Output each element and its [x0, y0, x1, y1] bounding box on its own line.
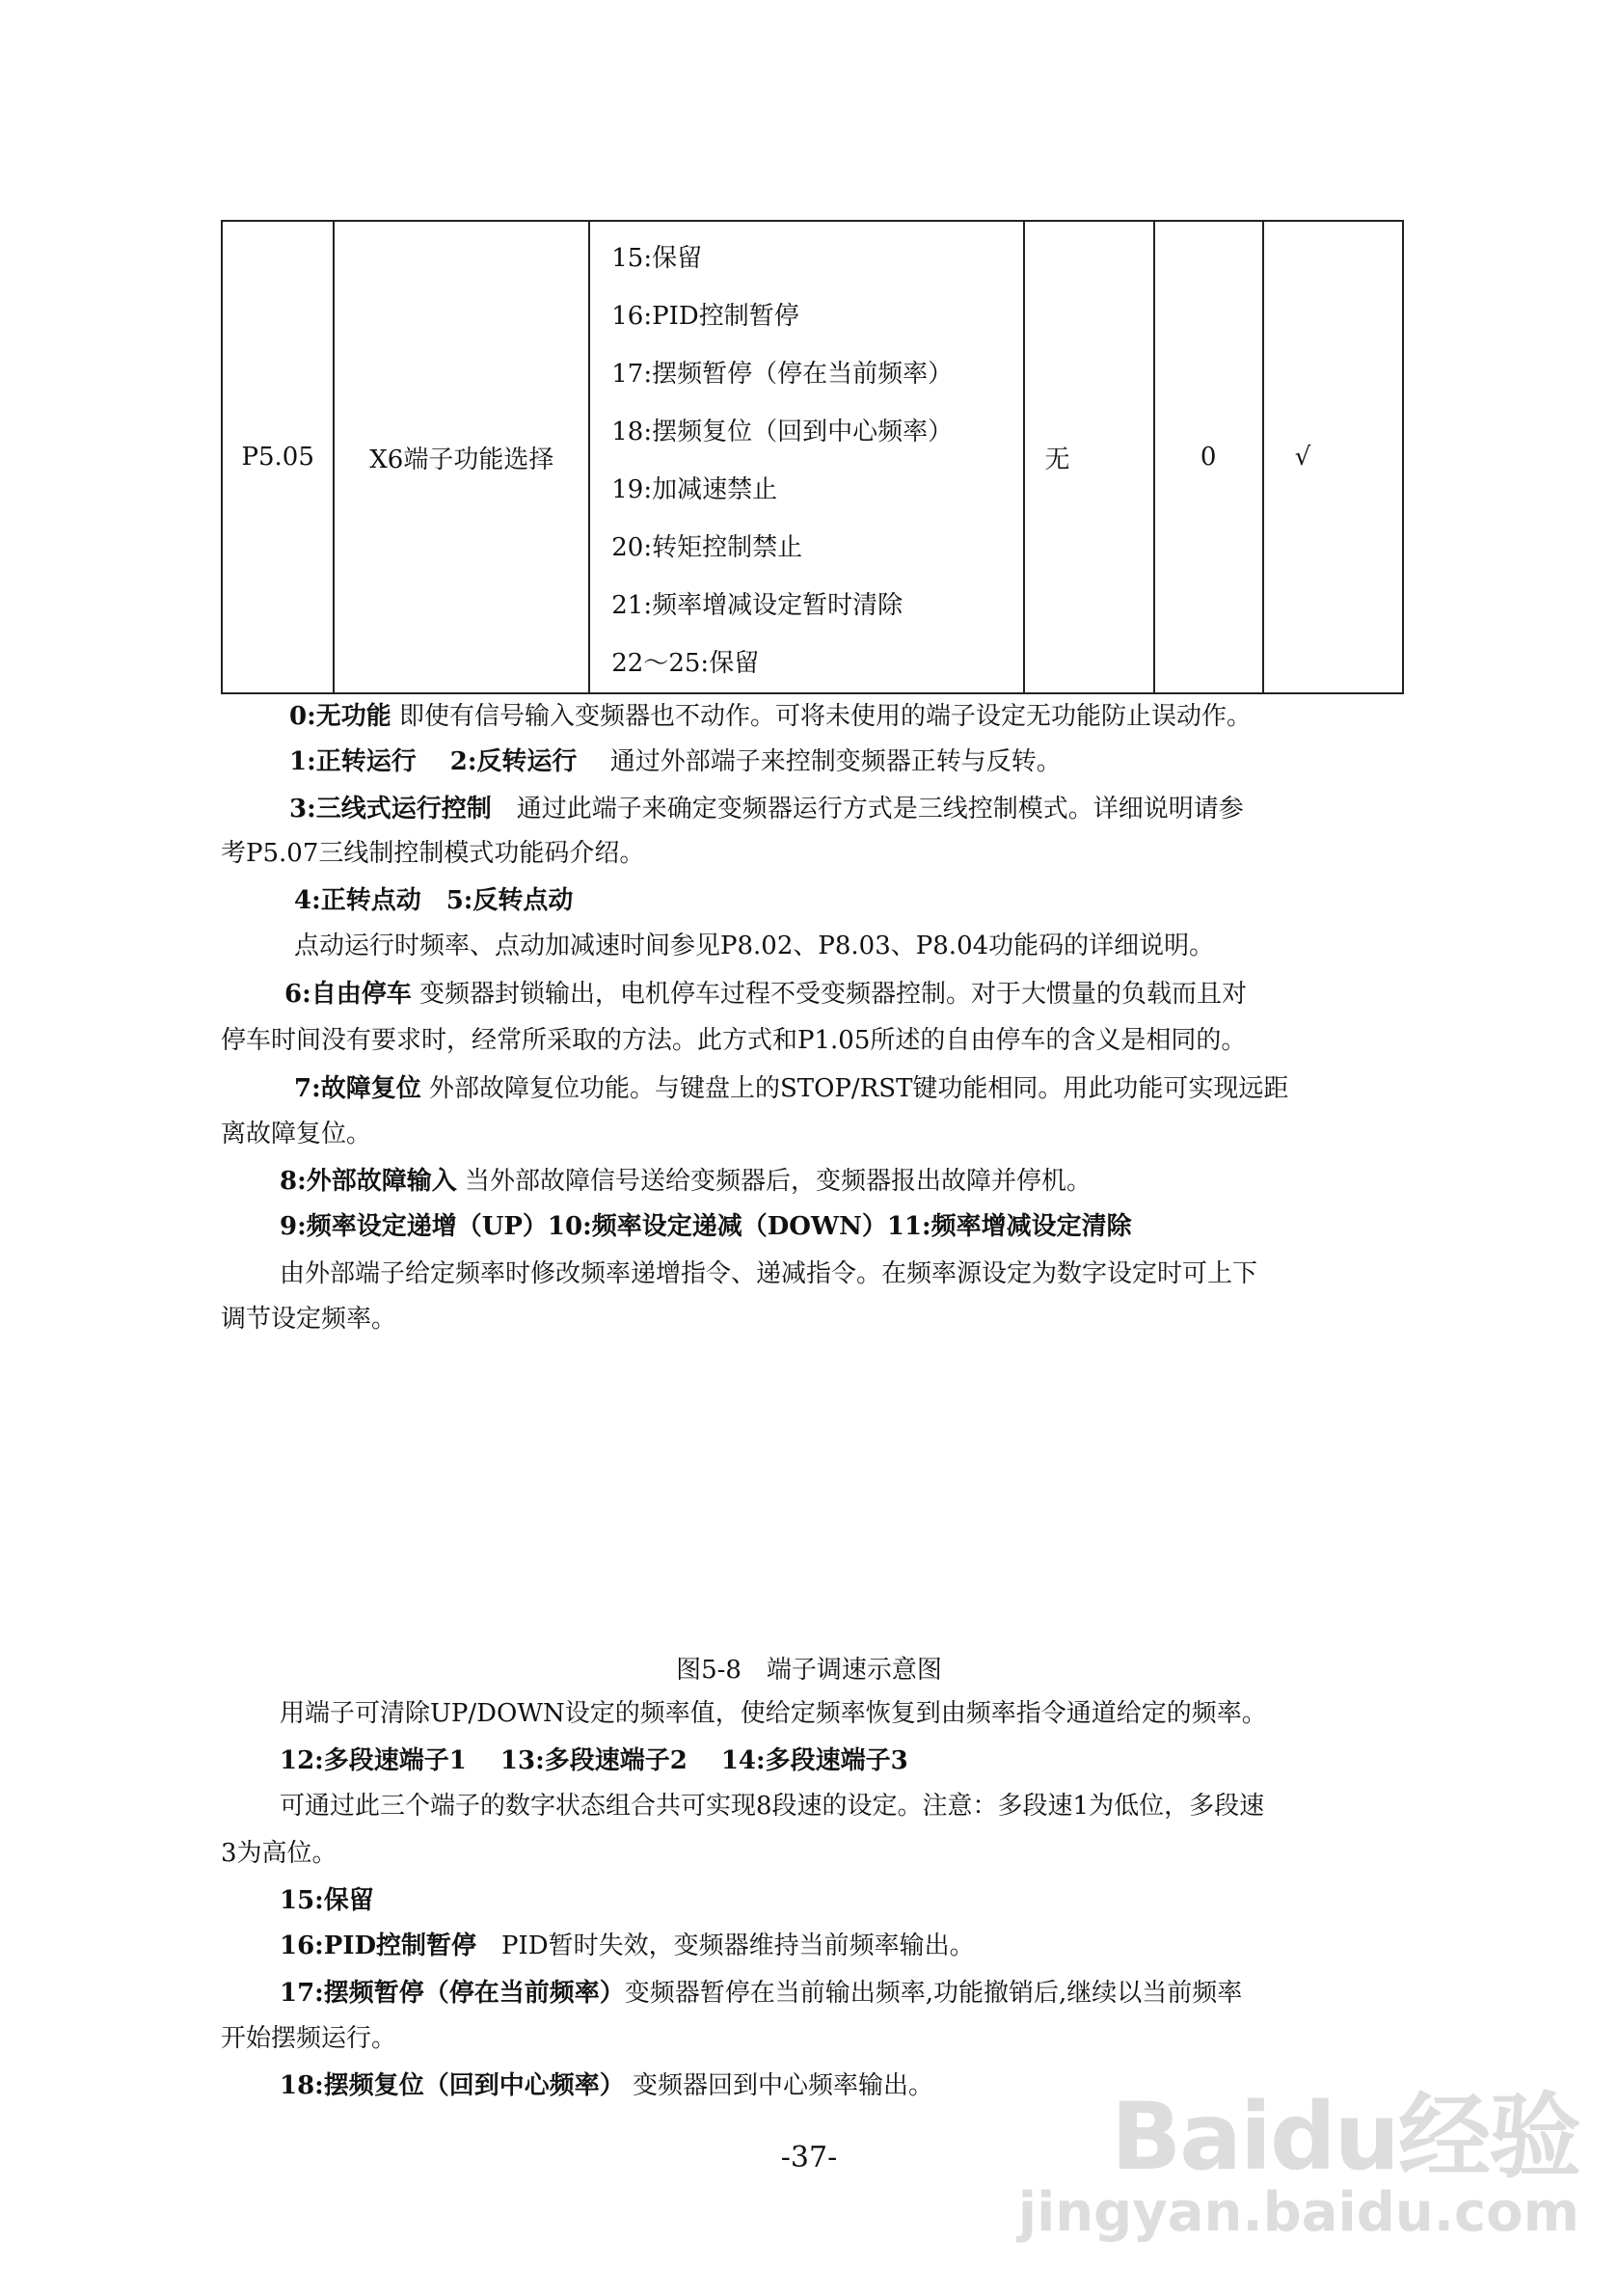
text-line — [221, 837, 644, 870]
text-line — [221, 1118, 371, 1150]
bold-term: 0:无功能 — [289, 702, 391, 731]
parameter-table — [221, 220, 1404, 694]
bold-term: 12:多段速端子1 13:多段速端子2 14:多段速端子3 — [280, 1746, 908, 1775]
option: 18:摆频复位（回到中心频率） — [611, 418, 954, 446]
bold-term: 7:故障复位 — [294, 1074, 421, 1103]
line-text: 变频器封锁输出，电机停车过程不受变频器控制。对于大惯量的负载而且对 — [411, 980, 1247, 1009]
text-line — [221, 1024, 1246, 1057]
bold-term: 8:外部故障输入 — [280, 1167, 457, 1196]
text-line — [289, 745, 1062, 778]
text-line — [280, 1977, 1242, 2010]
param-default: 0 — [1154, 221, 1263, 693]
line-text: 调节设定频率。 — [221, 1305, 397, 1334]
line-text: 变频器暂停在当前输出频率,功能撤销后,继续以当前频率 — [624, 1979, 1243, 2008]
text-line — [289, 793, 1244, 825]
param-name: X6端子功能选择 — [334, 221, 589, 693]
line-text: 考P5.07三线制控制模式功能码介绍。 — [221, 839, 645, 868]
text-line — [280, 1930, 975, 1962]
bold-term: 18:摆频复位（回到中心频率） — [280, 2071, 625, 2100]
bold-term: 6:自由停车 — [284, 980, 412, 1009]
text-line — [280, 2069, 933, 2102]
line-text: PID暂时失效，变频器维持当前频率输出。 — [476, 1931, 975, 1960]
text-line — [280, 1744, 908, 1777]
option: 19:加减速禁止 — [611, 475, 778, 504]
bold-term: 15:保留 — [280, 1886, 374, 1915]
bold-term: 4:正转点动 5:反转点动 — [294, 886, 574, 915]
line-text: 通过此端子来确定变频器运行方式是三线控制模式。详细说明请参 — [491, 795, 1244, 824]
text-line — [289, 700, 1252, 733]
text-line — [221, 1303, 396, 1336]
option: 20:转矩控制禁止 — [611, 533, 803, 562]
line-text: 可通过此三个端子的数字状态组合共可实现8段速的设定。注意：多段速1为低位，多段速 — [280, 1792, 1265, 1821]
line-text: 点动运行时频率、点动加减速时间参见P8.02、P8.03、P8.04功能码的详细说明。 — [294, 932, 1215, 960]
bold-term: 16:PID控制暂停 — [280, 1931, 477, 1960]
text-line — [284, 978, 1247, 1011]
line-text: 3为高位。 — [221, 1839, 337, 1868]
text-line — [294, 1072, 1288, 1105]
figure-caption: 图5-8 端子调速示意图 — [676, 1656, 942, 1685]
page-number: -37- — [780, 2141, 838, 2174]
text-line — [280, 1210, 1132, 1243]
bold-term: 3:三线式运行控制 — [289, 795, 492, 824]
text-line — [280, 1884, 374, 1917]
option: 15:保留 — [611, 244, 703, 273]
bold-term: 17:摆频暂停（停在当前频率） — [280, 1979, 625, 2008]
line-text: 即使有信号输入变频器也不动作。可将未使用的端子设定无功能防止误动作。 — [391, 702, 1252, 731]
text-line — [280, 1165, 1092, 1198]
text-line — [221, 2022, 396, 2055]
text-line — [280, 1790, 1264, 1823]
line-text: 通过外部端子来控制变频器正转与反转。 — [577, 747, 1062, 776]
option: 16:PID控制暂停 — [611, 302, 799, 331]
line-text: 开始摆频运行。 — [221, 2024, 397, 2053]
line-text: 由外部端子给定频率时修改频率递增指令、递减指令。在频率源设定为数字设定时可上下 — [280, 1259, 1258, 1288]
line-text: 停车时间没有要求时，经常所采取的方法。此方式和P1.05所述的自由停车的含义是相同的。 — [221, 1026, 1247, 1055]
bold-term: 1:正转运行 2:反转运行 — [289, 747, 578, 776]
param-options — [589, 221, 1024, 693]
line-text: 当外部故障信号送给变频器后，变频器报出故障并停机。 — [456, 1167, 1092, 1196]
bold-term: 9:频率设定递增（UP）10:频率设定递减（DOWN）11:频率增减设定清除 — [280, 1212, 1132, 1241]
param-code: P5.05 — [222, 221, 334, 693]
option: 22～25:保留 — [611, 649, 760, 678]
baidu-watermark-logo: Baidu经验 — [1111, 2083, 1579, 2191]
text-line — [280, 1257, 1257, 1290]
text-line — [294, 930, 1214, 962]
option: 17:摆频暂停（停在当前频率） — [611, 360, 954, 389]
text-line — [280, 1697, 1267, 1730]
line-text: 外部故障复位功能。与键盘上的STOP/RST键功能相同。用此功能可实现远距 — [420, 1074, 1289, 1103]
param-modifiable: √ — [1263, 221, 1403, 693]
option: 21:频率增减设定暂时清除 — [611, 591, 903, 620]
line-text: 用端子可清除UP/DOWN设定的频率值，使给定频率恢复到由频率指令通道给定的频率。 — [280, 1699, 1267, 1728]
text-line — [294, 884, 573, 917]
table-row — [222, 221, 1403, 693]
line-text: 离故障复位。 — [221, 1120, 372, 1148]
param-unit: 无 — [1024, 221, 1153, 693]
text-line — [221, 1837, 337, 1870]
line-text: 变频器回到中心频率输出。 — [624, 2071, 934, 2100]
baidu-watermark-url: jingyan.baidu.com — [1017, 2181, 1579, 2244]
